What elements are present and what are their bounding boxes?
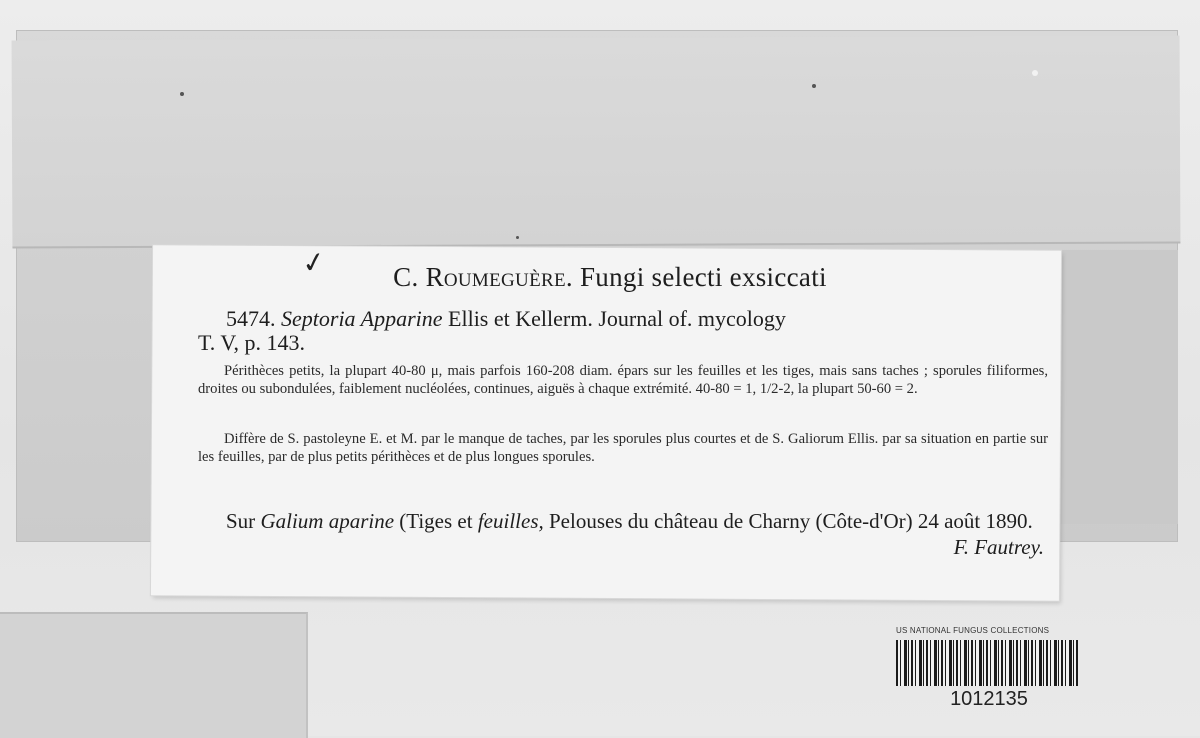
- accession-number: 1012135: [950, 688, 1028, 710]
- debris-speck: [516, 236, 519, 239]
- collector-name: F. Fautrey.: [953, 535, 1044, 559]
- locality-detail-italic: feuilles,: [477, 509, 544, 533]
- debris-speck: [1032, 70, 1038, 76]
- author-name: C. Roumeguère.: [393, 262, 573, 292]
- barcode: [896, 640, 1078, 686]
- paper-fragment: [0, 612, 308, 738]
- locality-text: [198, 508, 1044, 560]
- label-title: [190, 262, 1030, 293]
- description-paragraph: Périthèces petits, la plupart 40-80 μ, mais parfois 160-208 diam. épars sur les feuilles et les tiges, mais sans taches ; sporules filiformes, droites ou subondulées, faiblement nucléolées, continues, aiguës à chaque extrémité. 40-80 = 1, 1/2-2, la plupart 50-60 = 2.: [198, 363, 1048, 397]
- species-name: Septoria Apparine: [281, 306, 443, 331]
- collection-name: US NATIONAL FUNGUS COLLECTIONS: [896, 626, 1050, 635]
- reference-journal: Journal of. mycology: [598, 306, 786, 331]
- series-name: Fungi selecti exsiccati: [579, 262, 827, 292]
- locality-place-date: Pelouses du château de Charny (Côte-d'Or) 24 août 1890.: [543, 509, 1033, 533]
- host-name: Galium aparine: [260, 509, 395, 533]
- packet-side-panel: [1060, 250, 1178, 524]
- locality-detail: (Tiges et: [394, 509, 478, 533]
- comparison-paragraph: Diffère de S. pastoleyne E. et M. par le manque de taches, par les sporules plus courtes et de S. Galiorum Ellis. par sa situation en partie sur les feuilles, par de plus petits périthèces et de plus longues sporules.: [198, 431, 1048, 465]
- debris-speck: [180, 92, 184, 96]
- specimen-number: 5474.: [226, 306, 276, 331]
- locality-prefix: Sur: [226, 509, 256, 533]
- check-mark: ✓: [299, 244, 329, 281]
- debris-speck: [812, 84, 816, 88]
- packet-flap: [12, 35, 1181, 248]
- species-authority: Ellis et Kellerm.: [448, 306, 593, 331]
- reference-volume: T. V, p. 143.: [198, 330, 305, 355]
- barcode-label: [896, 626, 1082, 708]
- species-line: [226, 306, 786, 332]
